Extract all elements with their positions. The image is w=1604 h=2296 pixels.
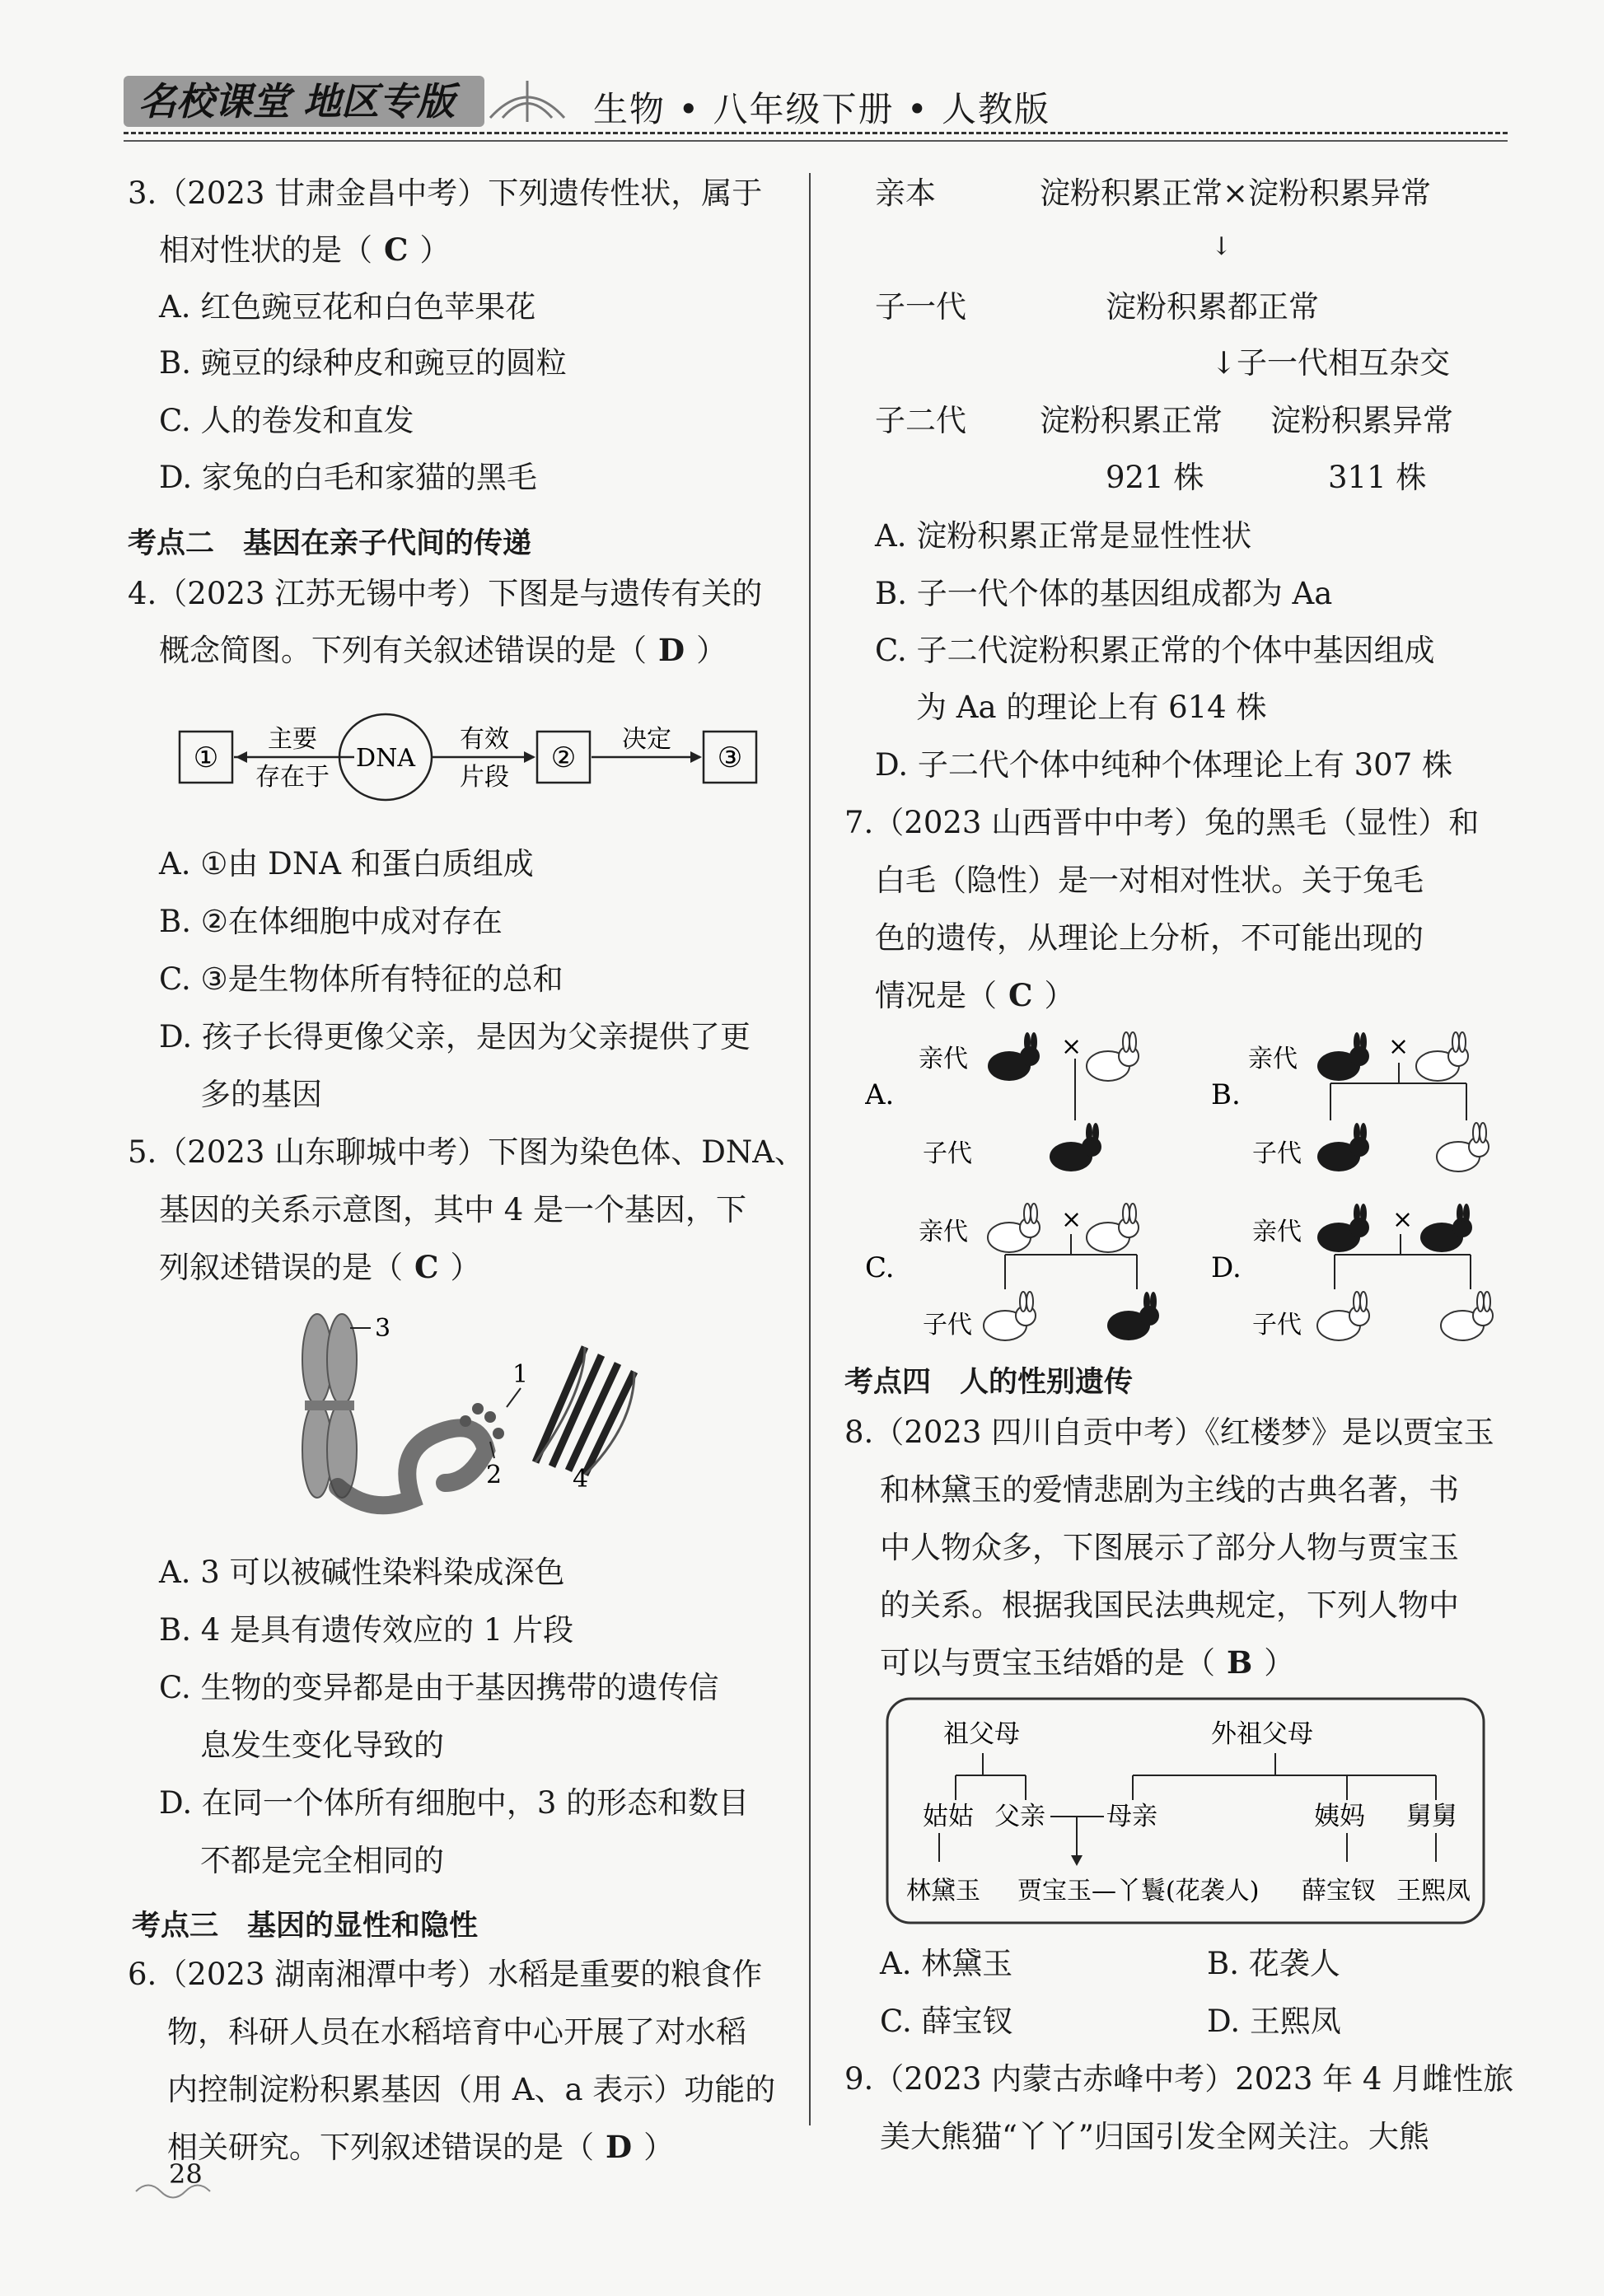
tree-uncle: 舅舅 [1406,1802,1457,1831]
white-rabbit-icon [988,1204,1040,1252]
tree-aunt-paternal: 姑姑 [923,1802,974,1831]
black-rabbit-icon [1050,1123,1101,1171]
black-rabbit-icon [1107,1292,1159,1340]
q8-stem-line2: 和林黛玉的爱情悲剧为主线的古典名著，书 [880,1472,1459,1508]
q5-option-b: B. 4 是具有遗传效应的 1 片段 [159,1612,574,1648]
white-rabbit-icon [1441,1292,1493,1340]
q7-stem-line1: 7.（2023 山西晋中中考）兔的黑毛（显性）和 [844,805,1480,840]
q3-stem-line2: 相对性状的是（ C ） [159,231,451,268]
q8-stem-line5: 可以与贾宝玉结婚的是（ B ） [880,1644,1295,1681]
tree-maternal-grandparents: 外祖父母 [1211,1719,1313,1749]
cross-parent-label: 亲本 [875,175,936,211]
cross-f2-label: 子二代 [875,403,966,438]
label-1: 1 [512,1360,529,1389]
black-rabbit-icon [1317,1204,1369,1252]
q5-option-c-cont: 息发生变化导致的 [200,1728,444,1763]
c-parent-label: 亲代 [919,1218,968,1246]
q3-stem-line1: 3.（2023 甘肃金昌中考）下列遗传性状，属于 [128,175,763,211]
q5-stem-line2: 基因的关系示意图，其中 4 是一个基因，下 [159,1192,747,1227]
black-rabbit-icon [1420,1204,1472,1252]
q3-option-b: B. 豌豆的绿种皮和豌豆的圆粒 [159,345,567,381]
tree-lin-daiyu: 林黛玉 [906,1877,980,1906]
cross-f1-label: 子一代 [875,289,966,325]
cross-parents: 淀粉积累正常×淀粉积累异常 [1040,175,1432,211]
q8-option-b: B. 花袭人 [1207,1946,1340,1981]
cross-f2-normal: 淀粉积累正常 [1040,403,1223,438]
double-helix-illustration [535,1347,634,1475]
arrow1-top: 主要 [268,725,317,754]
q5-option-c: C. 生物的变异都是由于基因携带的遗传信 [159,1670,719,1705]
arrow3-top: 决定 [622,725,671,754]
coiled-dna-fiber [338,1428,486,1505]
q5-option-a: A. 3 可以被碱性染料染成深色 [159,1555,565,1590]
arrow-down-icon: ↓ [1211,232,1232,261]
white-rabbit-icon [1437,1123,1489,1171]
q6-option-b: B. 子一代个体的基因组成都为 Aa [875,576,1333,611]
arrow-down-icon: ↓ [1211,345,1237,381]
q7-rabbit-crosses [865,1022,1508,1351]
q3-answer: C [384,231,409,268]
q4-concept-diagram [165,704,774,807]
q6-stem-line1: 6.（2023 湖南湘潭中考）水稻是重要的粮食作 [128,1957,763,1992]
q8-option-a: A. 林黛玉 [880,1946,1013,1981]
option-c-letter: C. [865,1251,895,1284]
q4-stem-line2: 概念简图。下列有关叙述错误的是（ D ） [159,632,727,668]
q5-stem-line1: 5.（2023 山东聊城中考）下图为染色体、DNA、 [128,1134,805,1170]
q6-stem-line4: 相关研究。下列叙述错误的是（ D ） [167,2129,675,2165]
b-child-label: 子代 [1252,1139,1302,1168]
decorative-leaf-icon [482,72,573,130]
q6-option-c: C. 子二代淀粉积累正常的个体中基因组成 [875,633,1435,668]
tree-aunt-maternal: 姨妈 [1314,1802,1365,1831]
c-child-label: 子代 [923,1311,972,1340]
label-2: 2 [486,1461,503,1489]
cross-count-abnormal: 311 株 [1328,460,1427,495]
q6-option-a: A. 淀粉积累正常是显性性状 [875,518,1252,554]
q8-answer: B [1227,1644,1253,1681]
q3-option-a: A. 红色豌豆花和白色苹果花 [159,289,536,325]
box-1-label: ① [193,741,219,774]
q5-option-d-cont: 不都是完全相同的 [200,1843,444,1878]
cross-selfing: ↓子一代相互杂交 [1211,345,1451,381]
b-cross: × [1388,1032,1410,1061]
q6-stem-line3: 内控制淀粉积累基因（用 A、a 表示）功能的 [167,2072,776,2107]
cross-f1: 淀粉积累都正常 [1106,289,1319,325]
header-rule [124,132,1508,134]
q9-stem-line1: 9.（2023 内蒙古赤峰中考）2023 年 4 月雌性旅 [844,2061,1514,2097]
q4-stem-line1: 4.（2023 江苏无锡中考）下图是与遗传有关的 [128,576,763,611]
q8-option-d: D. 王熙凤 [1207,2004,1341,2039]
q3-option-c: C. 人的卷发和直发 [159,403,414,438]
q7-answer: C [1008,977,1033,1013]
q7-stem-line3: 色的遗传，从理论上分析，不可能出现的 [875,920,1424,956]
dna-label: DNA [356,744,415,773]
q4-option-b: B. ②在体细胞中成对存在 [159,904,503,939]
tree-xue-baochai: 薛宝钗 [1302,1877,1376,1906]
tree-jia-baoyu: 贾宝玉—丫鬟(花袭人) [1017,1877,1260,1906]
q7-stem-line4: 情况是（ C ） [875,977,1075,1013]
q6-stem-line2: 物，科研人员在水稻培育中心开展了对水稻 [167,2014,746,2050]
box-2-label: ② [550,741,577,774]
q5-answer: C [414,1249,439,1285]
d-cross: × [1392,1205,1414,1234]
black-rabbit-icon [1317,1123,1369,1171]
header-rule-solid [124,140,1508,142]
cross-count-normal: 921 株 [1106,460,1204,495]
white-rabbit-icon [984,1292,1036,1340]
tree-grandparents: 祖父母 [943,1719,1020,1749]
section-heading-2: 考点二 基因在亲子代间的传递 [128,527,532,560]
section-heading-4: 考点四 人的性别遗传 [844,1366,1134,1399]
a-child-label: 子代 [923,1139,972,1168]
q6-option-c-cont: 为 Aa 的理论上有 614 株 [916,690,1267,725]
q8-stem-line4: 的关系。根据我国民法典规定，下列人物中 [880,1588,1459,1623]
section-heading-3: 考点三 基因的显性和隐性 [132,1910,479,1943]
d-parent-label: 亲代 [1252,1218,1302,1246]
tree-wang-xifeng: 王熙凤 [1396,1877,1471,1906]
q3-option-d: D. 家兔的白毛和家猫的黑毛 [159,460,537,495]
q4-answer: D [658,632,685,668]
chromosome-illustration [302,1314,357,1498]
q6-option-d: D. 子二代个体中纯种个体理论上有 307 株 [875,747,1453,783]
black-rabbit-icon [1317,1032,1369,1081]
box-3-label: ③ [717,741,743,774]
option-d-letter: D. [1211,1251,1242,1284]
q5-stem-line3: 列叙述错误的是（ C ） [159,1249,481,1285]
q7-stem-line2: 白毛（隐性）是一对相对性状。关于兔毛 [875,863,1424,898]
black-rabbit-icon [988,1032,1040,1081]
a-parent-label: 亲代 [919,1045,968,1073]
series-banner: 名校课堂 地区专版 [124,76,484,127]
q4-option-d-cont: 多的基因 [200,1077,322,1112]
label-3: 3 [375,1314,391,1343]
q8-option-c: C. 薛宝钗 [880,2004,1013,2039]
arrow1-bottom: 存在于 [255,763,330,792]
q8-stem-line3: 中人物众多，下图展示了部分人物与贾宝玉 [880,1530,1459,1565]
q4-option-a: A. ①由 DNA 和蛋白质组成 [159,846,534,881]
q4-option-c: C. ③是生物体所有特征的总和 [159,961,564,997]
arrow2-top: 有效 [460,725,509,754]
option-b-letter: B. [1211,1078,1241,1111]
q5-chromosome-diagram [288,1310,651,1532]
white-rabbit-icon [1317,1292,1369,1340]
q6-answer: D [606,2129,633,2165]
white-rabbit-icon [1087,1032,1139,1081]
q5-option-d: D. 在同一个体所有细胞中，3 的形态和数目 [159,1785,750,1821]
q8-stem-line1: 8.（2023 四川自贡中考）《红楼梦》是以贾宝玉 [844,1415,1494,1450]
arrow2-bottom: 片段 [460,763,509,792]
white-rabbit-icon [1416,1032,1468,1081]
column-divider [809,173,811,2125]
c-cross: × [1061,1205,1083,1234]
tree-father: 父亲 [994,1802,1045,1831]
q9-stem-line2: 美大熊猫“丫丫”归国引发全网关注。大熊 [880,2119,1429,2154]
a-cross: × [1061,1032,1083,1061]
page-number: 28 [169,2158,203,2190]
cross-f2-abnormal: 淀粉积累异常 [1270,403,1453,438]
white-rabbit-icon [1087,1204,1139,1252]
book-title: 生物 • 八年级下册 • 人教版 [593,89,1050,129]
q4-option-d: D. 孩子长得更像父亲，是因为父亲提供了更 [159,1019,751,1054]
option-a-letter: A. [865,1078,895,1111]
q8-family-tree [886,1697,1487,1928]
b-parent-label: 亲代 [1248,1045,1298,1073]
tree-mother: 母亲 [1106,1802,1157,1831]
label-4: 4 [573,1465,589,1494]
d-child-label: 子代 [1252,1311,1302,1340]
